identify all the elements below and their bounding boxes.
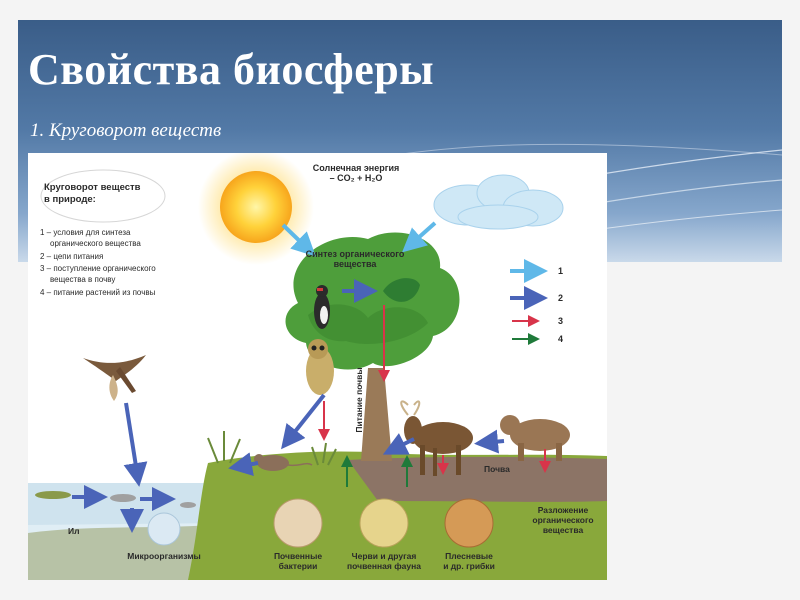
legend-item-2: 2 – цепи питания [40, 252, 104, 261]
decomposition-label: Разложение органического вещества [532, 505, 594, 535]
sun-icon [220, 171, 292, 243]
soil-bacteria-icon [274, 499, 322, 547]
soil-label: Почва [484, 464, 510, 474]
soil-bacteria-label: Почвенные бактерии [273, 551, 323, 571]
diagram-illustration [28, 153, 607, 580]
fungi-label: Плесневые и др. грибки [443, 551, 495, 571]
bear-icon [500, 415, 570, 461]
legend-number-2: 2 [558, 293, 564, 303]
microorganisms-label: Микроорганизмы [127, 551, 201, 561]
worms-label: Черви и другая почвенная фауна [347, 551, 421, 571]
legend-number-4: 4 [558, 334, 564, 344]
legend-item-3: 3 – поступление органического [40, 264, 156, 273]
worms-icon [360, 499, 408, 547]
sun-energy-label: Солнечная энергия – CO₂ + H₂O [312, 163, 400, 183]
slide-subtitle: 1. Круговорот веществ [30, 120, 222, 141]
biosphere-cycle-diagram [28, 153, 607, 580]
woodpecker-icon [314, 285, 330, 329]
cloud-icon [434, 175, 563, 229]
legend-item-1: 1 – условия для синтеза [40, 228, 131, 237]
arrow-type2 [286, 395, 324, 443]
legend-number-3: 3 [558, 316, 564, 326]
water-surface [28, 483, 228, 525]
microorganisms-icon [148, 513, 180, 545]
silt-label: Ил [68, 526, 80, 536]
fungi-icon [445, 499, 493, 547]
legend-number-1: 1 [558, 266, 564, 276]
bird-of-prey-icon [83, 355, 146, 401]
legend-item-1-cont: органического вещества [50, 239, 141, 248]
legend-title: Круговорот веществ в природе: [44, 182, 141, 205]
legend-item-3-cont: вещества в почву [50, 275, 116, 284]
legend-item-4: 4 – питание растений из почвы [40, 288, 156, 297]
reeds [208, 431, 240, 463]
arrow-type2 [482, 441, 504, 443]
slide-title: Свойства биосферы [28, 45, 435, 94]
tree-trunk [361, 368, 392, 461]
arrow-type2 [126, 403, 138, 479]
synthesis-label: Синтез органического вещества [305, 249, 405, 269]
arrow-type2 [390, 439, 414, 451]
soil-feeding-label: Питание почвы [354, 367, 364, 433]
soil-layer [348, 457, 607, 502]
